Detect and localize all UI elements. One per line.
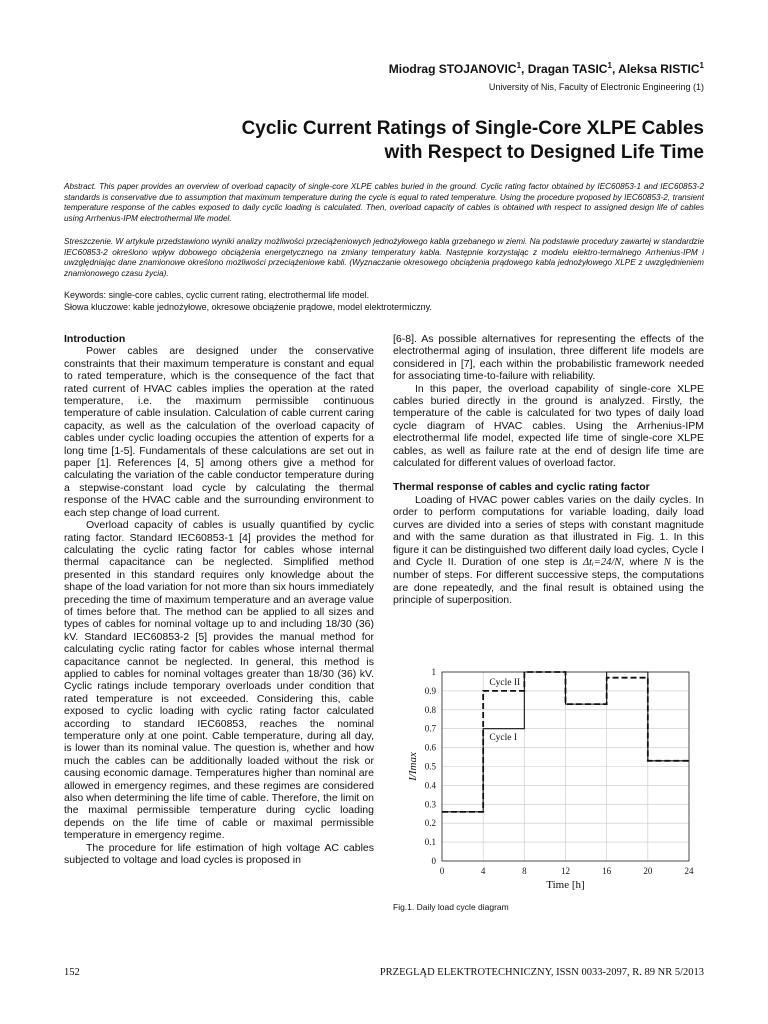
paragraph: Power cables are designed under the conservative constraints that their maximum temperature is constant and equal to rated temperature, which is the consequence of the fact that rated current of HVAC cables implies the operation at the rated temperature, i.e. the maximum permissible continuous temperature of cable insulation. Calculation of cable current caring capacity, as well as the calculation of the overload capacity of cables under cyclic loading occupies the attention of experts for a long time [1-5]. Fundamentals of these calculations are set out in paper [1]. References [4, 5] among others give a method for calculating the variation of the cable conductor temperature during a stepwise-constant load cycle by calculating the thermal response of the HVAC cable and the surrounding environment to each step change of load current. (64, 345, 374, 519)
formula-variable: N (663, 556, 671, 568)
left-column (64, 333, 374, 866)
y-tick-label: 0.8 (424, 704, 436, 715)
paper-title (144, 117, 704, 165)
y-tick-label: 1 (431, 667, 436, 677)
y-tick-label: 0.6 (424, 742, 436, 753)
author-line: Miodrag STOJANOVIC$^1$, Dragan TASIC$^1$, Aleksa RISTIC$^1$ (388, 61, 704, 76)
x-axis-label: Time [h] (546, 879, 585, 891)
keywords-polish: Słowa kluczowe: kable jednożyłowe, okresowe obciążenie prądowe, model elektrotermiczny. (64, 301, 433, 312)
section-heading: Introduction (64, 333, 126, 345)
figure-caption: Fig.1. Daily load cycle diagram (393, 902, 509, 912)
y-tick-label: 0.3 (424, 799, 436, 810)
paragraph: In this paper, the overload capability of single-core XLPE cables buried directly in the ground is analyzed. Firstly, the temperature of the cable is calculated for two types of daily load cycle diagram of HVAC cables. Using the Arrhenius-IPM electrothermal life model, expected life time of single-core XLPE cables, as well as failure rate at the end of design life time are calculated for different values of overload factor. (393, 382, 704, 470)
paragraph (393, 494, 704, 607)
page-number: 152 (64, 967, 80, 978)
keywords: Keywords: single-core cables, cyclic current rating, electrothermal life model. (64, 290, 370, 300)
x-tick-label: 24 (684, 866, 694, 876)
formula: Δtᵢ=24/N (583, 556, 622, 568)
x-tick-label: 20 (643, 866, 653, 876)
right-column (393, 333, 704, 607)
figure-1 (393, 662, 704, 892)
x-tick-label: 12 (561, 866, 570, 876)
x-tick-label: 4 (480, 866, 486, 876)
author-affiliation-mark: 1 (699, 61, 704, 70)
y-tick-label: 0 (431, 856, 436, 866)
author-affiliation-mark: 1 (607, 61, 612, 70)
x-tick-label: 16 (602, 866, 612, 876)
y-tick-label: 0.2 (424, 818, 436, 829)
series-label: Cycle II (489, 678, 521, 689)
author-name: Aleksa RISTIC (618, 62, 700, 76)
affiliation: University of Nis, Faculty of Electronic Engineering (1) (488, 82, 704, 92)
x-tick-label: 0 (439, 866, 445, 876)
series-label: Cycle I (489, 733, 518, 744)
y-tick-label: 0.9 (424, 685, 436, 696)
y-tick-label: 0.7 (424, 723, 436, 734)
title-line: Cyclic Current Ratings of Single-Core XLPE Cables (241, 118, 704, 139)
paragraph: The procedure for life estimation of high voltage AC cables subjected to voltage and load cycles is proposed in (64, 841, 374, 867)
abstract: Abstract. This paper provides an overview of overload capacity of single-core XLPE cables buried in the ground. Cyclic rating factor obtained by IEC60853-1 and IEC60853-2 standards is conservative due to assumption that maximum temperature during the cycle is equal to rated temperature. Using the procedure proposed by IEC60853-2, transient temperature response of the cables exposed to daily cyclic loading is calculated. Then, overload capacity of cables is obtained with respect to assigned design life of cables using Arrhenius-IPM electrothermal life model. (64, 182, 704, 223)
author-name: Dragan TASIC (527, 62, 608, 76)
paragraph: Overload capacity of cables is usually quantified by cyclic rating factor. Standard IEC60853-1 [4] provides the method for calculating the cyclic rating factor for cables whose internal thermal capacitance can be neglected. Simplified method presented in this standard requires only knowledge about the shape of the load variation for not more than six hours immediately preceding the time of maximum temperature and an average value of times before that. The method can be applied to all sizes and types of cables for nominal voltage up to and including 18/30 (36) kV. Standard IEC60853-2 [5] provides the manual method for calculating cyclic rating factor for cables whose internal thermal capacitance cannot be neglected. In general, this method is applied to cables for nominal voltages greater than 18/30 (36) kV. Cyclic ratings include temporary overloads under condition that rated temperature is not exceeded. Considering this, cable exposed to cyclic loading with cyclic rating factor calculated according to standard IEC60853, reaches the nominal temperature only at one point. Cable temperature, during all day, is lower than its nominal value. The question is, whether and how much the cables can be additionally loaded without the risk or causing economic damage. Temperatures higher than nominal are allowed in emergency regimes, and these regimes are considered also when determining the life time of cable. Therefore, the limit on the maximal permissible temperature during cyclic loading depends on the life time of cable or maximal permissible temperature in emergency regime. (64, 519, 374, 842)
keywords-block (64, 290, 704, 313)
text-run: , where (621, 555, 664, 568)
author-name: Miodrag STOJANOVIC (388, 62, 517, 76)
author-affiliation-mark: 1 (516, 61, 522, 70)
title-line: with Respect to Designed Life Time (384, 142, 704, 163)
abstract-polish: Streszczenie. W artykule przedstawiono wyniki analizy możliwości przeciążeniowych jednożyłowego kabla grzebanego w ziemi. Na podstawie procedury zawartej w standardzie IEC60853-2 określono wpływ dobowego obciążenia energetycznego na zmiany temperatury kabla. Następnie korzystając z modelu elektro-termalnego Arrhenius-IPM i uwzględniając dane znamionowe określono możliwości przeciążeniowe kabli. (Wyznaczanie okresowego obciążenia prądowego kabla jednożyłowego XLPE z uwzględnieniem znamionowego czasu życia). (64, 237, 704, 278)
x-tick-label: 8 (522, 866, 527, 876)
y-axis-label: I/Imax (407, 752, 419, 781)
paragraph: [6-8]. As possible alternatives for representing the effects of the electrothermal aging of insulation, three different life models are considered in [7], each within the probabilistic framework needed for associating time-to-failure with reliability. (393, 333, 704, 383)
y-tick-label: 0.4 (424, 780, 436, 791)
y-tick-label: 0.1 (424, 837, 436, 848)
y-tick-label: 0.5 (424, 761, 436, 772)
journal-citation: PRZEGLĄD ELEKTROTECHNICZNY, ISSN 0033-2097, R. 89 NR 5/2013 (379, 967, 704, 978)
text-run: Loading of HVAC power cables varies on the daily cycles. In order to perform computations for variable loading, daily load curves are divided into a series of steps with constant magnitude and with the same duration as that illustrated in Fig. 1. In this figure it can be distinguished two different daily load cycles, Cycle I and Cycle II. Duration of one step is (393, 493, 704, 568)
load-cycle-chart (393, 662, 704, 892)
text-run: is the number of steps. For different successive steps, the computations are done repeatedly, and the final result is obtained using the principle of superposition. (393, 555, 705, 607)
section-heading: Thermal response of cables and cyclic rating factor (393, 481, 650, 494)
